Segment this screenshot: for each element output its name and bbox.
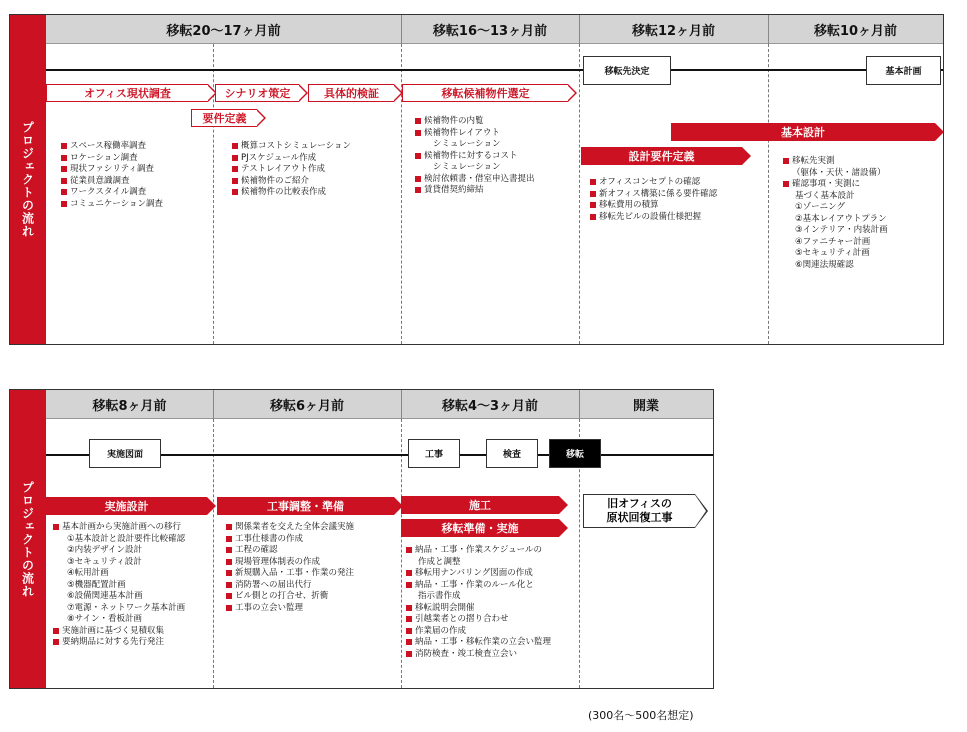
arrow-construction: 施工 (401, 496, 559, 514)
list-item: ビル側との打合せ、折衝 (226, 591, 354, 603)
list-item: 従業員意識調査 (61, 176, 163, 188)
list-item: 納品・工事・移転作業の立会い監理 (406, 637, 551, 649)
header-4-3-months: 移転4〜3ヶ月前 (401, 390, 579, 419)
arrow-concrete-review: 具体的検証 (308, 84, 394, 102)
list-item: 作業届の作成 (406, 626, 551, 638)
arrow-move-prep: 移転準備・実施 (401, 519, 559, 537)
list-item: 賃貸借契約締結 (415, 185, 535, 197)
list-item: 移転費用の積算 (590, 200, 717, 212)
dashed-divider (579, 44, 580, 344)
list-item: 検討依頼書・借室申込書提出 (415, 174, 535, 186)
list-item: ⑥関連法規確認 (795, 259, 854, 270)
list-item: ②基本レイアウトプラン (795, 213, 887, 224)
list-item: コミュニケーション調査 (61, 199, 163, 211)
list-candidate-items (415, 116, 535, 197)
list-item: 確認事項・実測に (783, 179, 888, 191)
list-item: 基づく基本設計 (795, 190, 855, 201)
side-bar (10, 390, 46, 688)
list-item: ④転用計画 (67, 568, 109, 578)
list-item: ロケーション調査 (61, 153, 163, 165)
side-label: プロジェクトの流れ (20, 480, 35, 598)
list-item: 消防検査・竣工検査立会い (406, 649, 551, 661)
list-item: オフィスコンセプトの確認 (590, 177, 717, 189)
list-item: ④ファニチャー計画 (795, 236, 871, 247)
list-item: 現場管理体制表の作成 (226, 557, 354, 569)
list-item: 候補物件レイアウト (415, 128, 535, 140)
milestone-relocation-decision: 移転先決定 (583, 56, 671, 85)
arrow-detail-design: 実施設計 (46, 497, 207, 515)
list-item: 工事仕様書の作成 (226, 534, 354, 546)
milestone-basic-plan: 基本計画 (866, 56, 941, 85)
list-item: PJスケジュール作成 (232, 153, 351, 165)
list-item: ②内装デザイン設計 (67, 545, 143, 555)
list-item: ⑧サイン・看板計画 (67, 614, 143, 624)
side-label: プロジェクトの流れ (20, 121, 35, 238)
list-item: テストレイアウト作成 (232, 164, 351, 176)
list-detail-design-items (53, 522, 185, 649)
list-item: 納品・工事・作業スケジュールの (406, 545, 551, 557)
list-item: ⑤セキュリティ計画 (795, 248, 870, 258)
list-item: 移転用ナンバリング図面の作成 (406, 568, 551, 580)
list-item: ③インテリア・内装計画 (795, 225, 888, 235)
arrow-requirements: 要件定義 (191, 109, 257, 127)
arrow-construction-adjust: 工事調整・準備 (217, 497, 394, 515)
milestone-relocation: 移転 (549, 439, 601, 468)
header-separator (768, 15, 769, 44)
list-basic-design-items (783, 156, 888, 271)
list-item: 引越業者との摺り合わせ (406, 614, 551, 626)
header-separator (401, 15, 402, 44)
header-separator (579, 390, 580, 419)
dashed-divider (213, 419, 214, 688)
side-bar (10, 15, 46, 344)
list-item: 指示書作成 (418, 591, 461, 601)
list-item: 移転先実測 (783, 156, 888, 168)
list-item: 移転先ビルの設備仕様把握 (590, 212, 717, 224)
header-12-months: 移転12ヶ月前 (579, 15, 768, 44)
list-item: 関係業者を交えた全体会議実施 (226, 522, 354, 534)
list-item: 要納期品に対する先行発注 (53, 637, 185, 649)
header-separator (213, 390, 214, 419)
list-survey-items (61, 141, 163, 210)
arrow-basic-design: 基本設計 (671, 123, 935, 141)
list-item: ①ゾーニング (795, 202, 845, 212)
list-item: 概算コストシミュレーション (232, 141, 351, 153)
arrow-design-requirements: 設計要件定義 (581, 147, 742, 165)
list-item: ⑥設備関連基本計画 (67, 591, 143, 601)
list-item: 作成と調整 (418, 556, 461, 567)
dashed-divider (401, 419, 402, 688)
header-16-13-months: 移転16〜13ヶ月前 (401, 15, 579, 44)
list-item: スペース稼働率調査 (61, 141, 163, 153)
arrow-scenario: シナリオ策定 (215, 84, 299, 102)
list-item: ⑤機器配置計画 (67, 579, 126, 590)
list-item: ワークスタイル調査 (61, 187, 163, 199)
list-construction-adjust-items (226, 522, 354, 614)
list-item: 新オフィス構築に係る要件確認 (590, 189, 717, 201)
list-item: ⑦電源・ネットワーク基本計画 (67, 602, 186, 613)
list-item: 工程の確認 (226, 545, 354, 557)
list-item: 候補物件の内覧 (415, 116, 535, 128)
header-10-months: 移転10ヶ月前 (768, 15, 943, 44)
list-item: 候補物件に対するコスト (415, 151, 535, 163)
header-opening: 開業 (579, 390, 713, 419)
list-item: 候補物件のご紹介 (232, 176, 351, 188)
list-item: 新規購入品・工事・作業の発注 (226, 568, 354, 580)
milestone-inspection: 検査 (486, 439, 538, 468)
list-item: 工事の立会い監理 (226, 603, 354, 615)
header-separator (401, 390, 402, 419)
header-separator (579, 15, 580, 44)
milestone-detail-drawings: 実施図面 (89, 439, 161, 468)
list-move-prep-items (406, 545, 551, 660)
timeline-panel-early (9, 14, 944, 345)
dashed-divider (768, 44, 769, 344)
header-6-months: 移転6ヶ月前 (213, 390, 401, 419)
scale-note: (300名〜500名想定) (588, 709, 694, 722)
list-item: シミュレーション (433, 162, 501, 172)
arrow-restoration: 旧オフィスの 原状回復工事 (583, 494, 695, 528)
list-item: 基本計画から実施計画への移行 (53, 522, 185, 534)
list-item: シミュレーション (433, 139, 501, 149)
list-item: 実施計画に基づく見積収集 (53, 626, 185, 638)
list-item: ①基本設計と設計要件比較確認 (67, 533, 186, 544)
arrow-candidate-selection: 移転候補物件選定 (402, 84, 568, 102)
list-item: ③セキュリティ設計 (67, 556, 142, 567)
list-item: 消防署への届出代行 (226, 580, 354, 592)
header-8-months: 移転8ヶ月前 (46, 390, 213, 419)
header-20-17-months: 移転20〜17ヶ月前 (46, 15, 401, 44)
arrow-office-survey: オフィス現状調査 (46, 84, 208, 102)
list-item: 候補物件の比較表作成 (232, 187, 351, 199)
timeline-panel-late (9, 389, 714, 689)
list-scenario-items (232, 141, 351, 199)
list-item: 現状ファシリティ調査 (61, 164, 163, 176)
list-item: 納品・工事・作業のルール化と (406, 580, 551, 592)
list-design-requirement-items (590, 177, 717, 223)
timeline-axis (46, 69, 943, 71)
list-item: 移転説明会開催 (406, 603, 551, 615)
list-item: （躯体・天伏・諸設備） (792, 167, 886, 178)
milestone-construction: 工事 (408, 439, 460, 468)
